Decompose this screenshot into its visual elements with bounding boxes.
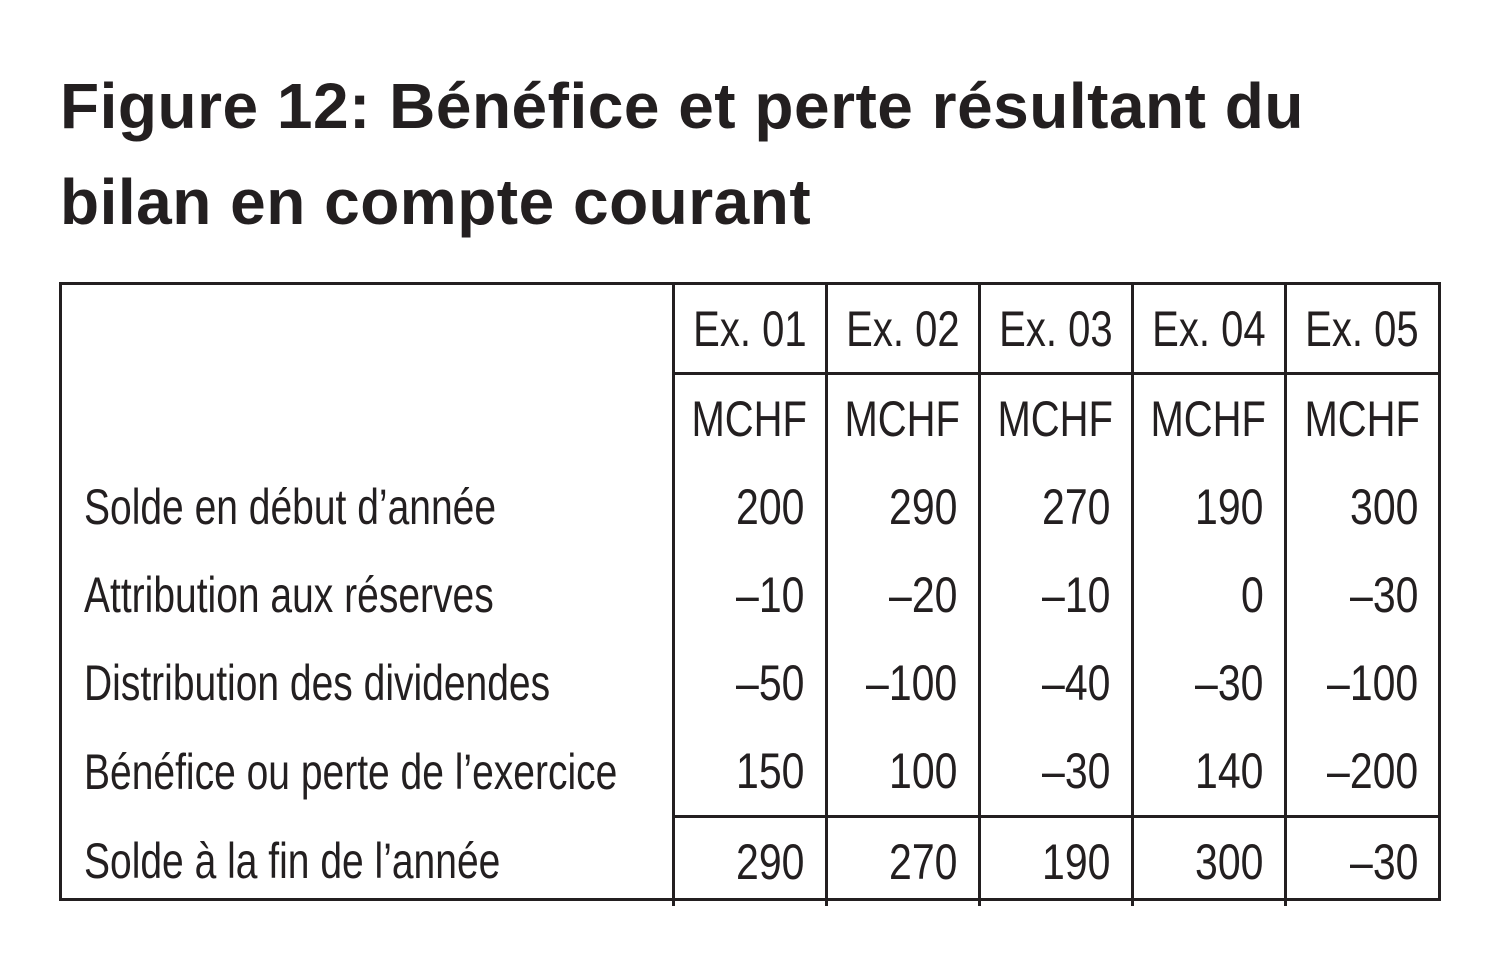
table-cell: 140: [1132, 727, 1285, 817]
table-cell: –30: [1285, 817, 1438, 907]
table-cell: –10: [673, 551, 826, 639]
table-cell: 290: [826, 463, 979, 551]
header-row-years: [62, 285, 1438, 374]
table-cell: 190: [1132, 463, 1285, 551]
table-cell: –30: [1132, 639, 1285, 727]
unit-header: MCHF: [1132, 374, 1285, 464]
table-cell: 300: [1132, 817, 1285, 907]
table-row: [62, 463, 1438, 551]
table-row: [62, 727, 1438, 817]
table-cell: 270: [979, 463, 1132, 551]
figure-title: [60, 58, 1460, 250]
header-empty-cell: [62, 374, 673, 464]
column-header-ex03: Ex. 03: [979, 285, 1132, 374]
column-header-ex04: Ex. 04: [1132, 285, 1285, 374]
row-label: Attribution aux réserves: [84, 567, 494, 623]
table-cell: 200: [673, 463, 826, 551]
balance-table: [62, 285, 1438, 906]
column-header-ex02: Ex. 02: [826, 285, 979, 374]
row-label: Solde en début d’année: [84, 479, 497, 535]
header-row-units: [62, 374, 1438, 464]
table-cell: –10: [979, 551, 1132, 639]
row-label: Bénéfice ou perte de l’exercice: [84, 743, 618, 800]
table-cell: –50: [673, 639, 826, 727]
row-label: Solde à la fin de l’année: [84, 833, 501, 890]
table-cell: –20: [826, 551, 979, 639]
table-row: [62, 551, 1438, 639]
column-header-ex01: Ex. 01: [673, 285, 826, 374]
table-cell: –100: [1285, 639, 1438, 727]
table-cell: –40: [979, 639, 1132, 727]
column-header-ex05: Ex. 05: [1285, 285, 1438, 374]
table-cell: –30: [979, 727, 1132, 817]
figure-title-line-2: bilan en compte courant: [60, 166, 812, 238]
table-cell: –30: [1285, 551, 1438, 639]
table-cell: 300: [1285, 463, 1438, 551]
unit-header: MCHF: [826, 374, 979, 464]
table-cell: –200: [1285, 727, 1438, 817]
unit-header: MCHF: [1285, 374, 1438, 464]
row-label: Distribution des dividendes: [84, 655, 551, 711]
table-row: [62, 639, 1438, 727]
unit-header: MCHF: [979, 374, 1132, 464]
table-cell: 100: [826, 727, 979, 817]
total-row: [62, 817, 1438, 907]
figure-title-line-1: Figure 12: Bénéfice et perte résultant du: [60, 70, 1304, 142]
balance-table-frame: [59, 282, 1441, 901]
table-cell: –100: [826, 639, 979, 727]
table-cell: 270: [826, 817, 979, 907]
table-cell: 150: [673, 727, 826, 817]
table-cell: 0: [1132, 551, 1285, 639]
table-cell: 190: [979, 817, 1132, 907]
table-cell: 290: [673, 817, 826, 907]
header-empty-cell: [62, 285, 673, 374]
unit-header: MCHF: [673, 374, 826, 464]
